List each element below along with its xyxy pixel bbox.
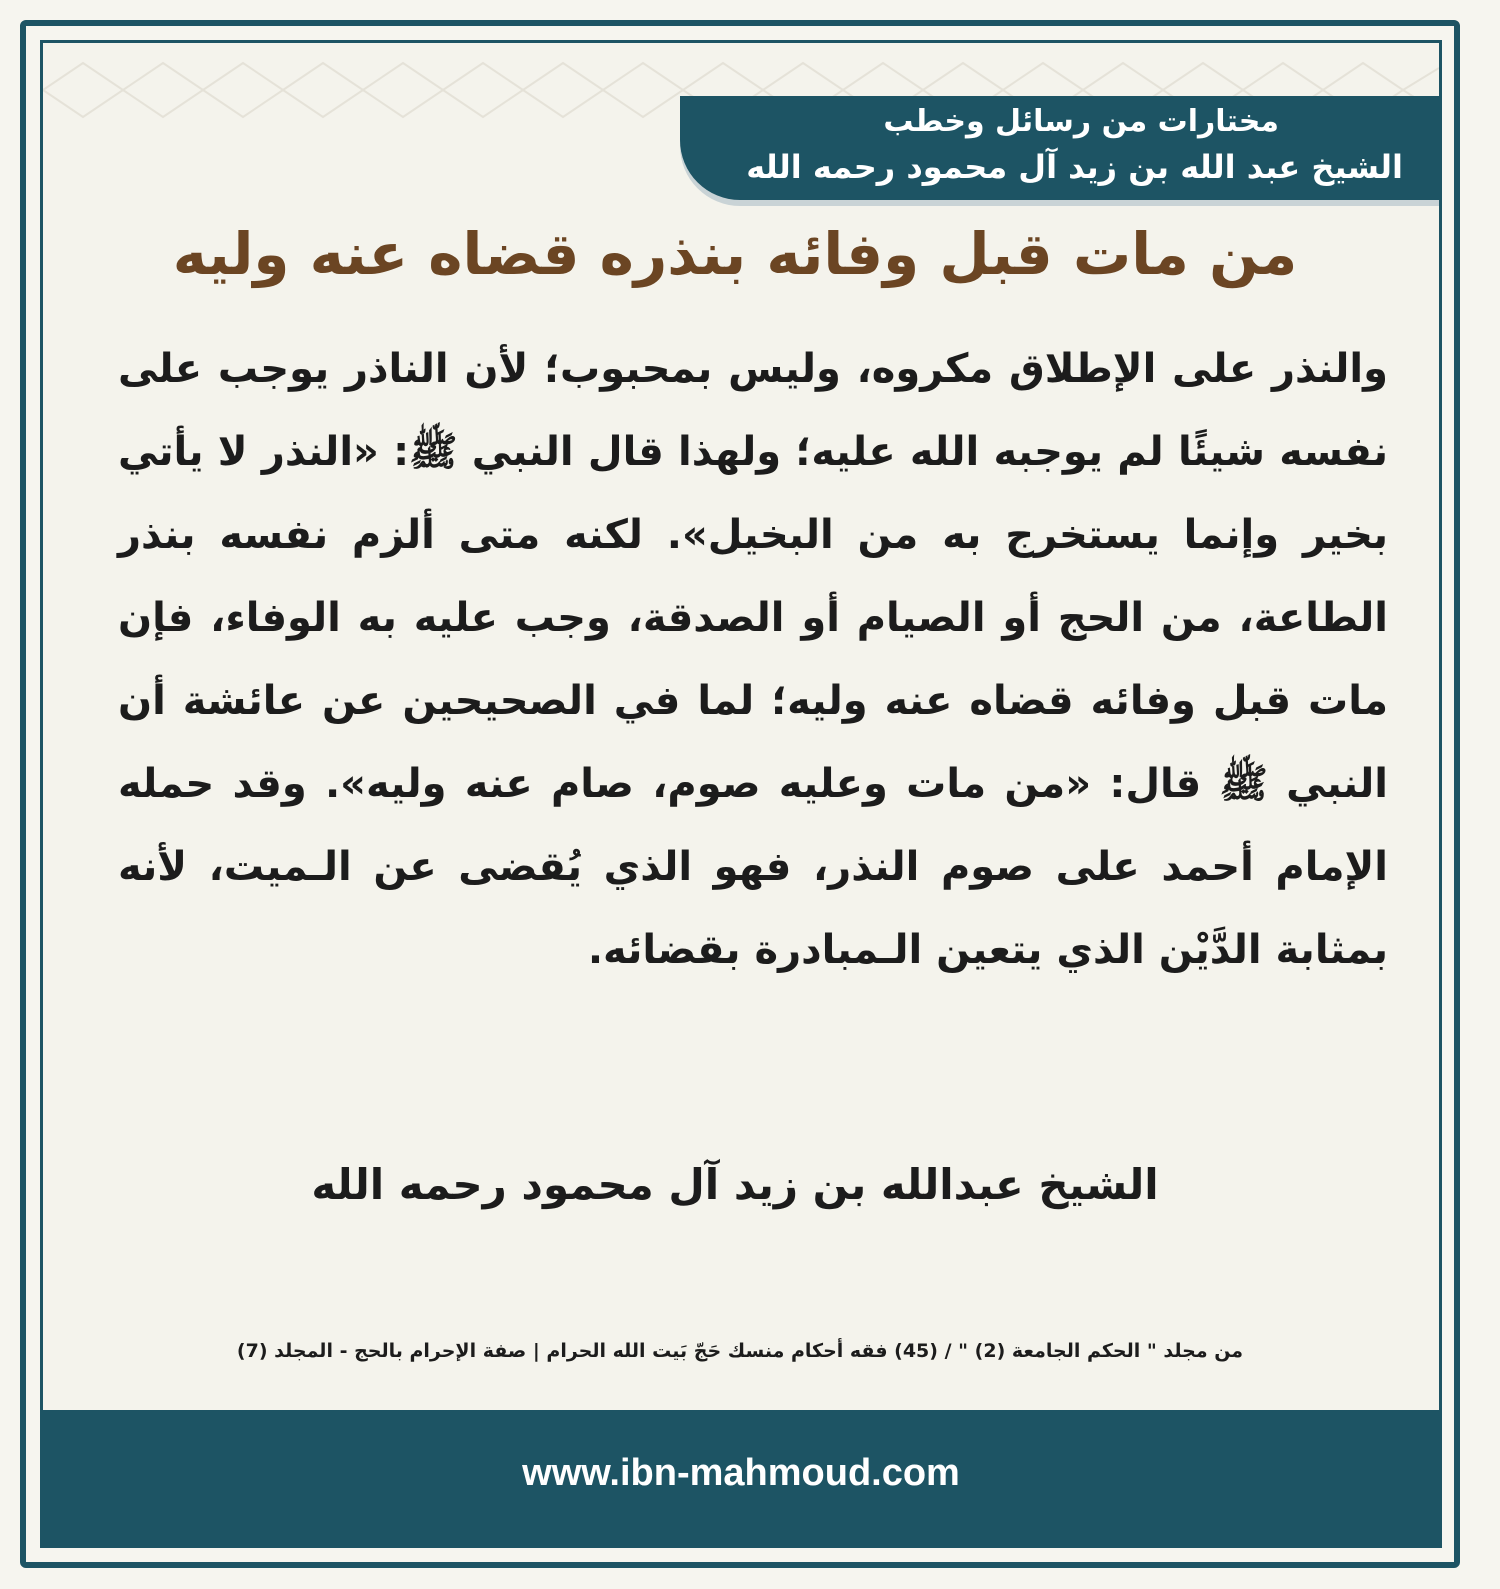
header-series-title: مختارات من رسائل وخطب: [883, 104, 1279, 139]
author-signature: الشيخ عبدالله بن زيد آل محمود رحمه الله: [311, 1160, 1159, 1209]
footer-bar: [43, 1410, 1439, 1545]
page-title: من مات قبل وفائه بنذره قضاه عنه وليه: [172, 220, 1298, 288]
source-reference: من مجلد " الحكم الجامعة (2) " / (45) فقه أحكام منسك حَجّ بَيت الله الحرام | صفة الإحرام بالحج - المجلد (7): [236, 1340, 1244, 1362]
website-link[interactable]: www.ibn-mahmoud.com: [522, 1452, 960, 1494]
header-banner: [680, 96, 1439, 200]
header-author-name: الشيخ عبد الله بن زيد آل محمود رحمه الله: [746, 148, 1403, 186]
body-paragraph: والنذر على الإطلاق مكروه، وليس بمحبوب؛ لأن الناذر يوجب على نفسه شيئًا لم يوجبه الله عليه؛ ولهذا قال النبي ﷺ: «النذر لا يأتي بخير وإنما يستخرج به من البخيل». لكنه متى ألزم نفسه بنذر الطاعة، من الحج أو الصيام أو الصدقة، وجب عليه به الوفاء، فإن مات قبل وفائه قضاه عنه وليه؛ لما في الصحيحين عن عائشة أن النبي ﷺ قال: «من مات وعليه صوم، صام عنه وليه». وقد حمله الإمام أحمد على صوم النذر، فهو الذي يُقضى عن الـميت، لأنه بمثابة الدَّيْن الذي يتعين الـمبادرة بقضائه.: [118, 346, 1388, 973]
